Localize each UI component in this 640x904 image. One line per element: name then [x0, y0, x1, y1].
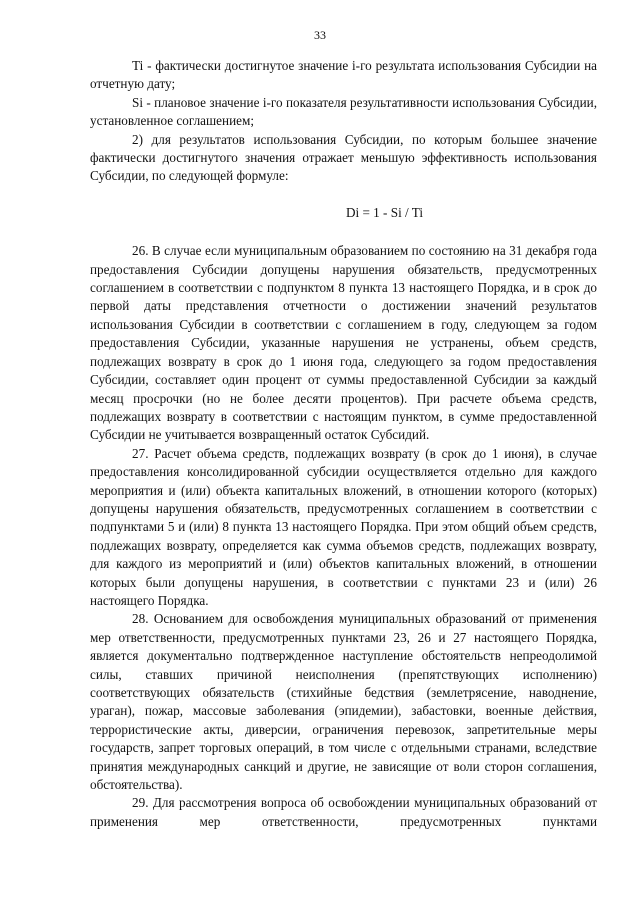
formula-condition-paragraph: 2) для результатов использования Субсидии, по которым большее значение фактически достигнутого значения отражает меньшую эффективность использования Субсидии, по следующей формуле: — [90, 131, 597, 184]
clause-27: 27. Расчет объема средств, подлежащих возврату (в срок до 1 июня), в случае предоставления консолидированной субсидии осуществляется отдельно для каждого мероприятия и (или) объекта капитальных вложений, в отношении которого (которых) допущены нарушения обязательств, предусмотренных соглашением в соответствии с подпунктами 5 и (или) 8 пункта 13 настоящего Порядка. При этом общий объем средств, подлежащих возврату, определяется как сумма объемов средств, подлежащих возврату, для каждого из мероприятий и (или) объектов капитальных вложений, в отношении которых были допущены нарушения, в соответствии с пунктами 23 и (или) 26 настоящего Порядка. — [90, 445, 597, 608]
definition-si: Si - плановое значение i-го показателя результативности использования Субсидии, установленное соглашением; — [90, 94, 597, 129]
clause-29: 29. Для рассмотрения вопроса об освобождении муниципальных образований от применения мер ответственности, предусмотренных пунктами — [90, 795, 597, 829]
page-number: 33 — [314, 28, 326, 42]
formula: Di = 1 - Si / Ti — [345, 204, 424, 220]
formula-line — [90, 204, 597, 222]
clause-28: 28. Основанием для освобождения муниципальных образований от применения мер ответственности, предусмотренных пунктами 23, 26 и 27 настоящего Порядка, является документально подтвержденное наступление обстоятельств непреодолимой силы, ставших причиной неисполнения (препятствующих исполнению) соответствующих обязательств (стихийные бедствия (землетрясение, наводнение, ураган), пожар, массовые заболевания (эпидемии), забастовки, военные действия, террористические акты, диверсии, ограничения перевозок, запретительные меры государств, запрет торговых операций, в том числе с отдельными странами, вследствие принятия международных санкций и другие, не зависящие от воли сторон соглашения, обстоятельства). — [90, 611, 597, 793]
clause-26: 26. В случае если муниципальным образованием по состоянию на 31 декабря года предоставления Субсидии допущены нарушения обязательств, предусмотренных соглашением в соответствии с подпунктом 8 пункта 13 настоящего Порядка, и в срок до первой даты представления отчетности о достижении значений результатов использования Субсидии в соответствии с соглашением в году, следующем за годом предоставления Субсидии, указанные нарушения не устранены, объем средств, подлежащих возврату в срок до 1 июня года, следующего за годом предоставления Субсидии, составляет один процент от суммы предоставленной Субсидии за каждый месяц просрочки (но не более десяти процентов). При расчете объема средств, подлежащих возврату в соответствии с настоящим пунктом, в сумме предоставленной Субсидии не учитывается возвращенный остаток Субсидий. — [90, 243, 597, 443]
document-body — [90, 57, 597, 831]
definition-ti: Ti - фактически достигнутое значение i-го результата использования Субсидии на отчетную дату; — [90, 58, 597, 92]
